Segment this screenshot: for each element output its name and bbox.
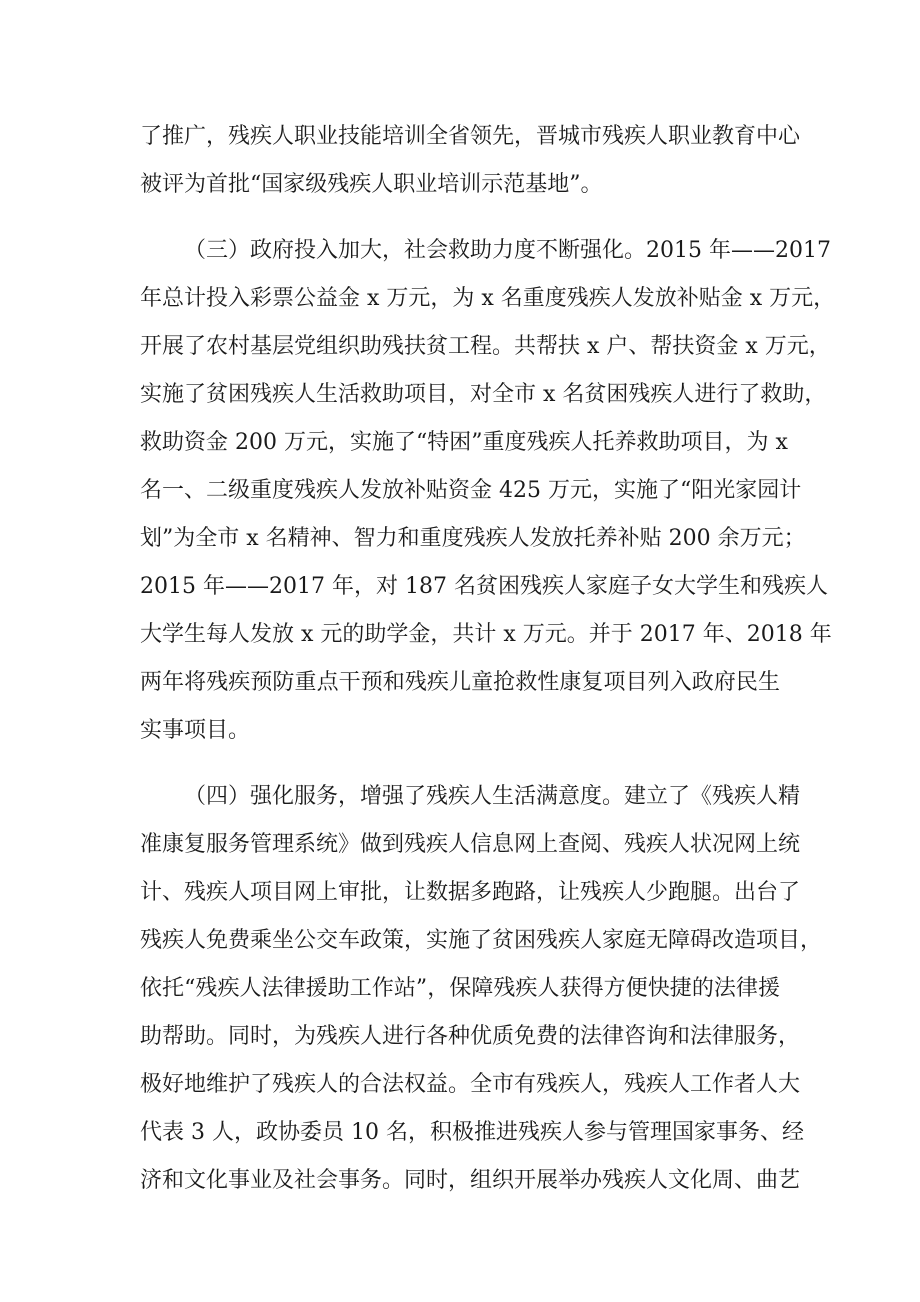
paragraph-2-line-7: 划”为全市 x 名精神、智力和重度残疾人发放托养补贴 200 余万元； bbox=[140, 526, 806, 551]
paragraph-2-line-9: 大学生每人发放 x 元的助学金，共计 x 万元。并于 2017 年、2018 年 bbox=[140, 622, 832, 647]
paragraph-3-line-6: 助帮助。同时，为残疾人进行各种优质免费的法律咨询和法律服务， bbox=[140, 1024, 801, 1049]
paragraph-1-line-1: 了推广，残疾人职业技能培训全省领先，晋城市残疾人职业教育中心 bbox=[140, 124, 801, 149]
paragraph-3-line-9: 济和文化事业及社会事务。同时，组织开展举办残疾人文化周、曲艺 bbox=[140, 1168, 801, 1193]
paragraph-3-line-2: 准康复服务管理系统》做到残疾人信息网上查阅、残疾人状况网上统 bbox=[140, 832, 801, 857]
paragraph-3-line-3: 计、残疾人项目网上审批，让数据多跑路，让残疾人少跑腿。出台了 bbox=[140, 880, 801, 905]
paragraph-3-line-5: 依托“残疾人法律援助工作站”，保障残疾人获得方便快捷的法律援 bbox=[140, 976, 780, 1001]
paragraph-2-line-11: 实事项目。 bbox=[140, 718, 251, 743]
paragraph-2-line-6: 名一、二级重度残疾人发放补贴资金 425 万元，实施了“阳光家园计 bbox=[140, 478, 802, 503]
paragraph-2-line-8: 2015 年——2017 年，对 187 名贫困残疾人家庭子女大学生和残疾人 bbox=[140, 574, 828, 599]
paragraph-2-line-3: 开展了农村基层党组织助残扶贫工程。共帮扶 x 户、帮扶资金 x 万元， bbox=[140, 334, 831, 359]
paragraph-3-line-1: （四）强化服务，增强了残疾人生活满意度。建立了《残疾人精 bbox=[184, 784, 801, 809]
paragraph-2-line-4: 实施了贫困残疾人生活救助项目，对全市 x 名贫困残疾人进行了救助， bbox=[140, 382, 827, 407]
paragraph-3-line-4: 残疾人免费乘坐公交车政策，实施了贫困残疾人家庭无障碍改造项目， bbox=[140, 928, 823, 953]
paragraph-2-line-2: 年总计投入彩票公益金 x 万元，为 x 名重度残疾人发放补贴金 x 万元， bbox=[140, 286, 836, 311]
paragraph-3-line-7: 极好地维护了残疾人的合法权益。全市有残疾人，残疾人工作者人大 bbox=[140, 1072, 801, 1097]
paragraph-2-line-1: （三）政府投入加大，社会救助力度不断强化。2015 年——2017 bbox=[184, 238, 831, 263]
paragraph-1-line-2: 被评为首批“国家级残疾人职业培训示范基地”。 bbox=[140, 172, 603, 197]
paragraph-3-line-8: 代表 3 人，政协委员 10 名，积极推进残疾人参与管理国家事务、经 bbox=[140, 1120, 804, 1145]
paragraph-2-line-5: 救助资金 200 万元，实施了“特困”重度残疾人托养救助项目，为 x bbox=[140, 430, 788, 455]
paragraph-2-line-10: 两年将残疾预防重点干预和残疾儿童抢救性康复项目列入政府民生 bbox=[140, 670, 780, 695]
